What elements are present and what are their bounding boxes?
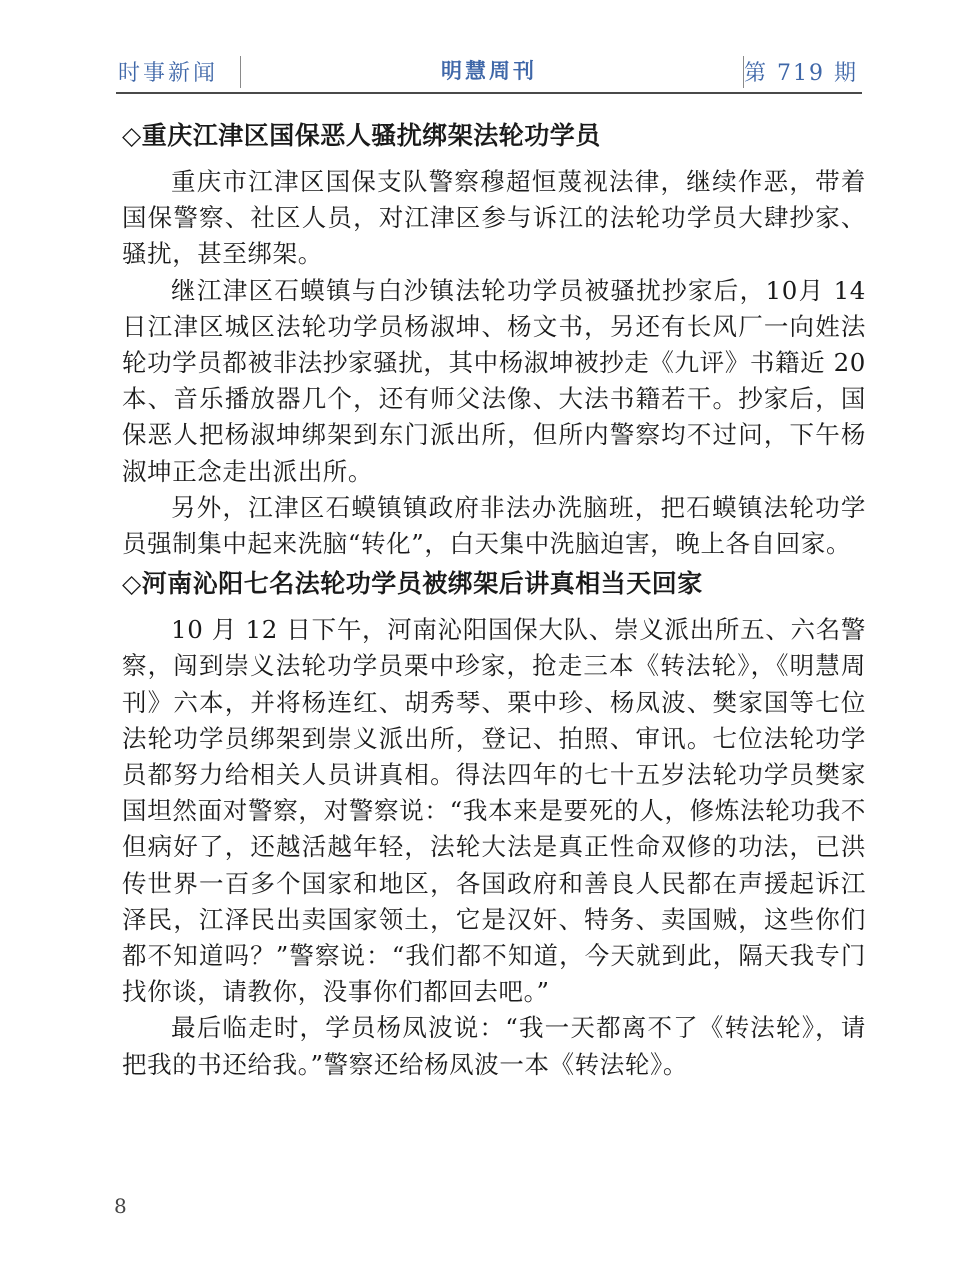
article-chongqing (122, 116, 866, 562)
page-header (116, 50, 862, 94)
article-paragraph: 另外，江津区石蟆镇镇政府非法办洗脑班，把石蟆镇法轮功学员强制集中起来洗脑“转化”，白天集中洗脑迫害，晚上各自回家。 (122, 492, 866, 559)
article-title: ◇重庆江津区国保恶人骚扰绑架法轮功学员 (122, 121, 601, 150)
article-content (122, 116, 866, 1083)
article-paragraph: 重庆市江津区国保支队警察穆超恒蔑视法律，继续作恶，带着国保警察、社区人员，对江津区参与诉江的法轮功学员大肆抄家、骚扰，甚至绑架。 (122, 167, 866, 269)
page-number: 8 (114, 1194, 127, 1218)
header-issue-number: 第 719 期 (744, 61, 858, 86)
article-title: ◇河南沁阳七名法轮功学员被绑架后讲真相当天回家 (122, 569, 703, 599)
header-section: 时事新闻 (118, 61, 219, 86)
article-paragraph: 最后临走时，学员杨凤波说：“我一天都离不了《转法轮》，请把我的书还给我。”警察还给杨凤波一本《转法轮》。 (122, 1013, 866, 1079)
article-henan (122, 564, 866, 1083)
header-publication-title: 明慧周刊 (441, 59, 537, 83)
article-paragraph: 继江津区石蟆镇与白沙镇法轮功学员被骚扰抄家后，10月 14 日江津区城区法轮功学员杨淑坤、杨文书，另还有长风厂一向姓法轮功学员都被非法抄家骚扰，其中杨淑坤被抄走《九评》书籍近 20 本、音乐播放器几个，还有师父法像、大法书籍若干。抄家后，国保恶人把杨淑坤绑架到东门派出所，但所内警察均不过问，下午杨淑坤正念走出派出所。 (122, 275, 866, 486)
article-paragraph: 10 月 12 日下午，河南沁阳国保大队、崇义派出所五、六名警察，闯到崇义法轮功学员栗中珍家，抢走三本《转法轮》，《明慧周刊》六本，并将杨连红、胡秀琴、栗中珍、杨凤波、樊家国等七位法轮功学员绑架到崇义派出所，登记、拍照、审讯。七位法轮功学员都努力给相关人员讲真相。得法四年的七十五岁法轮功学员樊家国坦然面对警察，对警察说：“我本来是要死的人，修炼法轮功我不但病好了，还越活越年轻，法轮大法是真正性命双修的功法，已洪传世界一百多个国家和地区，各国政府和善良人民都在声援起诉江泽民，江泽民出卖国家领土，它是汉奸、特务、卖国贼，这些你们都不知道吗？”警察说：“我们都不知道，今天就到此，隔天我专门找你谈，请教你，没事你们都回去吧。” (122, 615, 866, 1007)
